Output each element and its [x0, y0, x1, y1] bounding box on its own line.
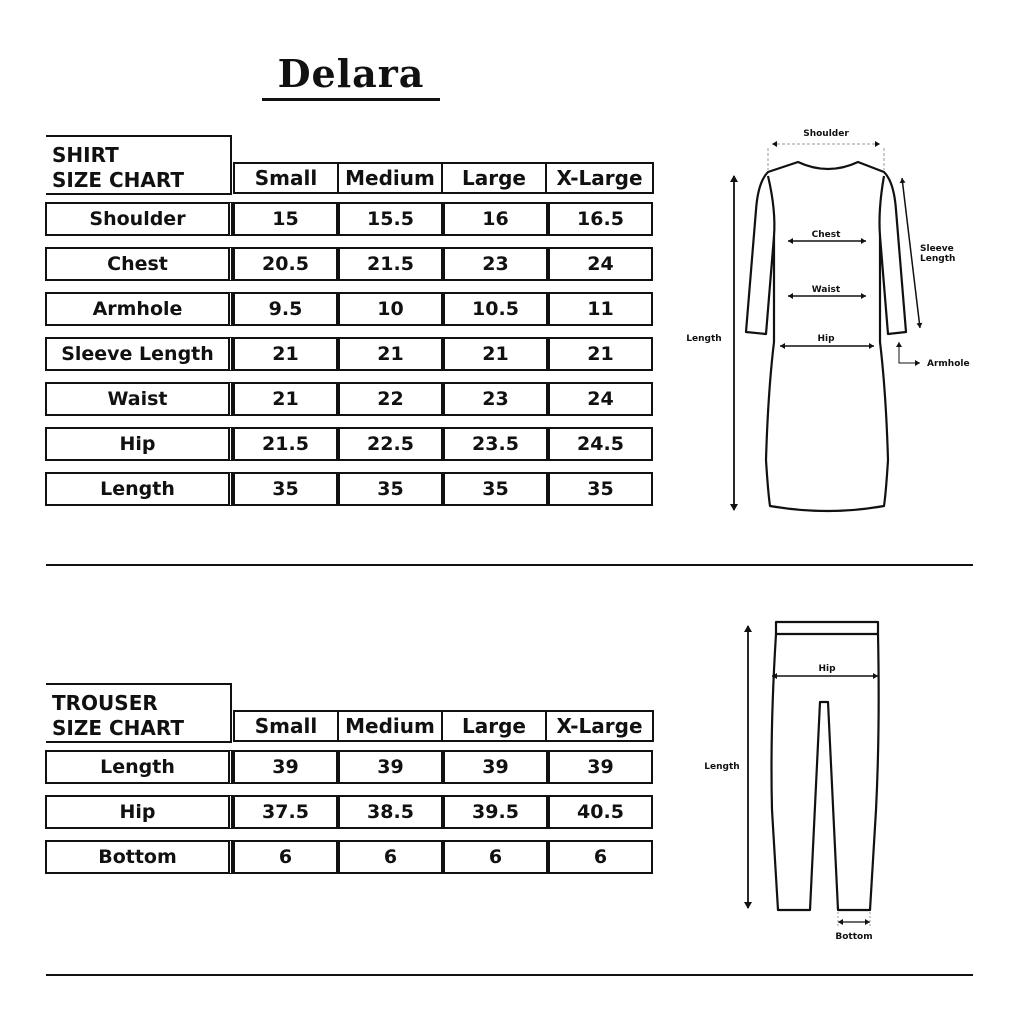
value-cell: 24.5: [548, 427, 653, 461]
value-cell: 6: [233, 840, 338, 874]
row-label: Bottom: [45, 840, 233, 874]
shirt-title-line1: SHIRT: [52, 143, 119, 167]
trouser-diagram-hip-label: Hip: [818, 664, 836, 674]
value-cell: 22: [338, 382, 443, 416]
value-cell: 21: [233, 382, 338, 416]
trouser-title-line1: TROUSER: [52, 691, 158, 715]
value-cell: 10: [338, 292, 443, 326]
value-cell: 22.5: [338, 427, 443, 461]
shirt-size-header-large: Large: [441, 162, 547, 194]
row-label: Shoulder: [45, 202, 233, 236]
value-cell: 23: [443, 247, 548, 281]
value-cell: 39: [548, 750, 653, 784]
shirt-size-header-xlarge: X-Large: [545, 162, 654, 194]
shirt-row-chest: [45, 247, 655, 281]
trouser-size-header-large: Large: [441, 710, 547, 742]
value-cell: 21: [548, 337, 653, 371]
value-cell: 39.5: [443, 795, 548, 829]
shirt-size-header-medium: Medium: [337, 162, 443, 194]
value-cell: 9.5: [233, 292, 338, 326]
shirt-diagram-length-label: Length: [686, 334, 722, 344]
value-cell: 21.5: [338, 247, 443, 281]
trouser-size-header-medium: Medium: [337, 710, 443, 742]
bottom-divider: [46, 974, 973, 976]
trouser-row-bottom: [45, 840, 655, 874]
value-cell: 40.5: [548, 795, 653, 829]
value-cell: 20.5: [233, 247, 338, 281]
shirt-title-line2: SIZE CHART: [52, 168, 185, 192]
row-label: Length: [45, 750, 233, 784]
value-cell: 10.5: [443, 292, 548, 326]
row-label: Armhole: [45, 292, 233, 326]
value-cell: 21: [338, 337, 443, 371]
value-cell: 35: [548, 472, 653, 506]
shirt-diagram-sleeve-label-1: Sleeve: [920, 244, 954, 254]
value-cell: 39: [443, 750, 548, 784]
value-cell: 21.5: [233, 427, 338, 461]
row-label: Waist: [45, 382, 233, 416]
shirt-diagram-sleeve-label-2: Length: [920, 254, 956, 264]
brand-logo: Delara: [262, 52, 440, 101]
shirt-row-sleeve-length: [45, 337, 655, 371]
trouser-size-header-small: Small: [233, 710, 339, 742]
trouser-chart-title: [46, 683, 232, 743]
shirt-chart-title: [46, 135, 232, 195]
value-cell: 6: [548, 840, 653, 874]
trouser-size-header-xlarge: X-Large: [545, 710, 654, 742]
shirt-diagram-shoulder-label: Shoulder: [803, 129, 849, 139]
shirt-diagram-armhole-label: Armhole: [927, 359, 970, 369]
value-cell: 39: [338, 750, 443, 784]
shirt-diagram-chest-label: Chest: [811, 230, 841, 240]
shirt-diagram-waist-label: Waist: [811, 285, 841, 295]
value-cell: 15: [233, 202, 338, 236]
value-cell: 35: [443, 472, 548, 506]
value-cell: 39: [233, 750, 338, 784]
row-label: Hip: [45, 795, 233, 829]
value-cell: 23.5: [443, 427, 548, 461]
shirt-diagram: [680, 120, 980, 520]
shirt-row-hip: [45, 427, 655, 461]
value-cell: 35: [338, 472, 443, 506]
value-cell: 11: [548, 292, 653, 326]
trouser-diagram-bottom-label: Bottom: [835, 932, 873, 942]
shirt-row-length: [45, 472, 655, 506]
row-label: Length: [45, 472, 233, 506]
value-cell: 6: [443, 840, 548, 874]
value-cell: 21: [443, 337, 548, 371]
value-cell: 37.5: [233, 795, 338, 829]
shirt-row-armhole: [45, 292, 655, 326]
section-divider: [46, 564, 973, 566]
row-label: Chest: [45, 247, 233, 281]
value-cell: 24: [548, 247, 653, 281]
value-cell: 38.5: [338, 795, 443, 829]
value-cell: 16.5: [548, 202, 653, 236]
shirt-row-waist: [45, 382, 655, 416]
value-cell: 24: [548, 382, 653, 416]
trouser-row-length: [45, 750, 655, 784]
value-cell: 23: [443, 382, 548, 416]
value-cell: 16: [443, 202, 548, 236]
value-cell: 15.5: [338, 202, 443, 236]
trouser-diagram: [690, 610, 920, 950]
value-cell: 21: [233, 337, 338, 371]
row-label: Hip: [45, 427, 233, 461]
value-cell: 35: [233, 472, 338, 506]
shirt-diagram-hip-label: Hip: [817, 334, 835, 344]
shirt-size-header-small: Small: [233, 162, 339, 194]
row-label: Sleeve Length: [45, 337, 233, 371]
trouser-row-hip: [45, 795, 655, 829]
value-cell: 6: [338, 840, 443, 874]
shirt-row-shoulder: [45, 202, 655, 236]
trouser-diagram-length-label: Length: [704, 762, 740, 772]
trouser-title-line2: SIZE CHART: [52, 716, 185, 740]
